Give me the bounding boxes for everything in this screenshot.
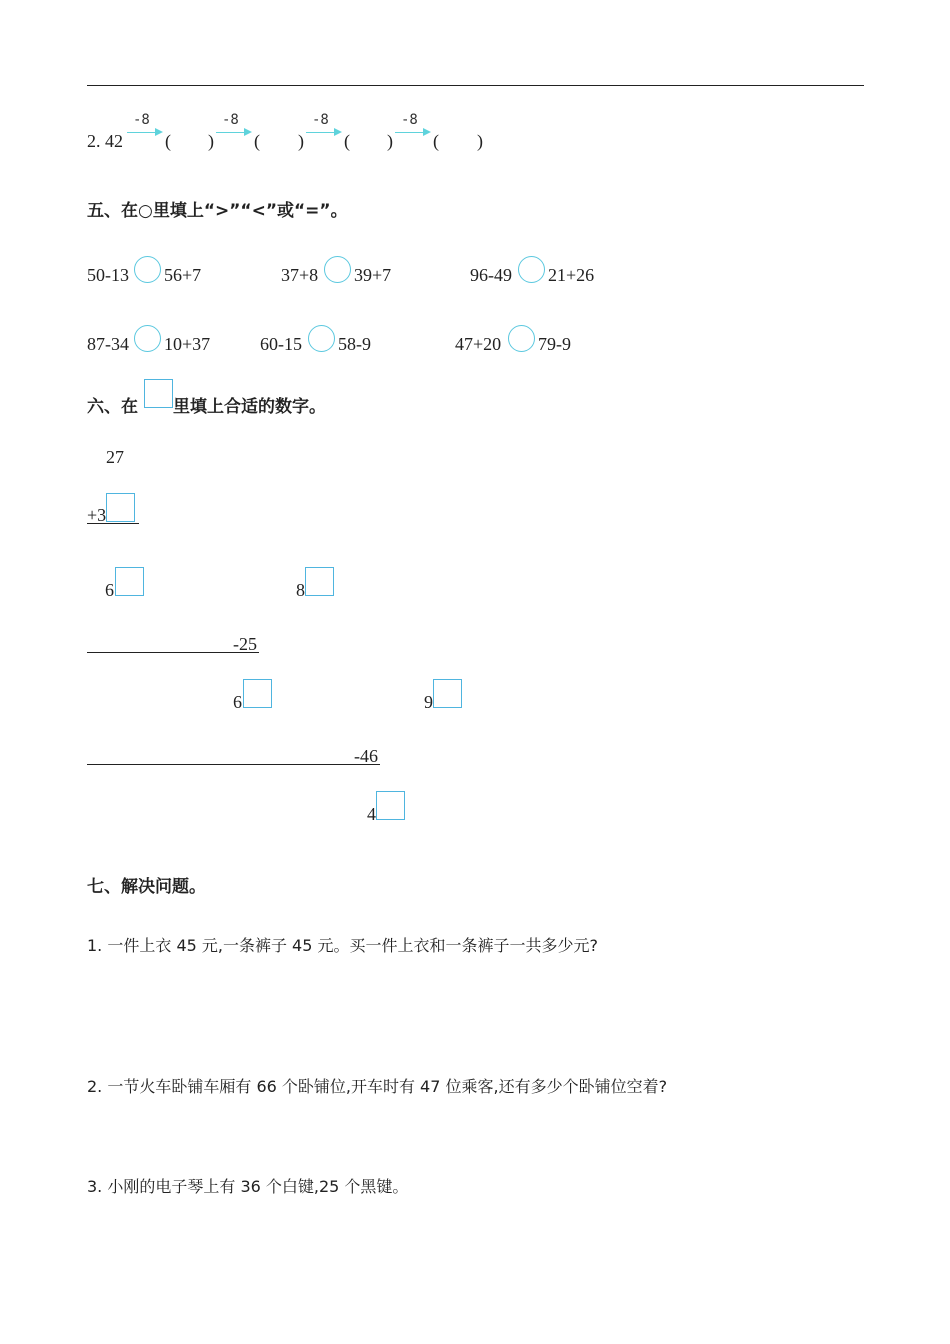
digit-box-blank[interactable] — [376, 791, 405, 820]
arrow-minus-8-1: -8 — [127, 118, 163, 140]
compare-right: 58-9 — [338, 334, 371, 354]
compare-left: 47+20 — [455, 334, 502, 354]
digit-box-blank[interactable] — [115, 567, 144, 596]
blank-paren-open-3[interactable]: ( — [344, 131, 350, 151]
arrow-minus-8-3: -8 — [306, 118, 342, 140]
digit-6: 6 — [233, 692, 242, 712]
blank-paren-open-2[interactable]: ( — [254, 131, 260, 151]
blank-paren-open-4[interactable]: ( — [433, 131, 439, 151]
digit-box-blank[interactable] — [243, 679, 272, 708]
title-box-icon — [144, 379, 173, 408]
digit-box-blank[interactable] — [106, 493, 135, 522]
minus-25: -25 — [233, 634, 257, 654]
blank-paren-close-1: ) — [208, 131, 214, 151]
compare-right: 56+7 — [164, 265, 202, 285]
compare-right: 79-9 — [538, 334, 571, 354]
top-rule — [87, 85, 864, 86]
blank-paren-close-4: ) — [477, 131, 483, 151]
blank-paren-close-3: ) — [387, 131, 393, 151]
problem-3: 3. 小刚的电子琴上有 36 个白键,25 个黑键。 — [87, 1177, 409, 1196]
compare-left: 96-49 — [470, 265, 512, 285]
underline — [87, 764, 380, 765]
minus-46: -46 — [354, 746, 378, 766]
compare-right: 21+26 — [548, 265, 595, 285]
compare-right: 39+7 — [354, 265, 392, 285]
arrow-minus-8-4: -8 — [395, 118, 431, 140]
section6-title-end: 里填上合适的数字。 — [173, 397, 326, 417]
blank-paren-close-2: ) — [298, 131, 304, 151]
digit-9: 9 — [424, 692, 433, 712]
digit-6: 6 — [105, 580, 114, 600]
compare-left: 60-15 — [260, 334, 302, 354]
problem-1: 1. 一件上衣 45 元,一条裤子 45 元。买一件上衣和一条裤子一共多少元? — [87, 936, 598, 955]
compare-circle-blank[interactable] — [134, 325, 161, 352]
number-27: 27 — [106, 447, 124, 467]
digit-4: 4 — [367, 804, 376, 824]
compare-left: 37+8 — [281, 265, 319, 285]
compare-circle-blank[interactable] — [134, 256, 161, 283]
compare-circle-blank[interactable] — [324, 256, 351, 283]
underline — [87, 523, 139, 524]
section5-title: 五、在○里填上“>”“<”或“=”。 — [87, 201, 348, 221]
compare-left: 50-13 — [87, 265, 129, 285]
digit-8: 8 — [296, 580, 305, 600]
compare-right: 10+37 — [164, 334, 211, 354]
section6-title-start: 六、在 — [87, 397, 138, 417]
compare-circle-blank[interactable] — [308, 325, 335, 352]
compare-circle-blank[interactable] — [508, 325, 535, 352]
arrow-minus-8-2: -8 — [216, 118, 252, 140]
compare-circle-blank[interactable] — [518, 256, 545, 283]
digit-box-blank[interactable] — [305, 567, 334, 596]
digit-box-blank[interactable] — [433, 679, 462, 708]
problem-2: 2. 一节火车卧铺车厢有 66 个卧铺位,开车时有 47 位乘客,还有多少个卧铺位空着? — [87, 1077, 668, 1096]
plus-3: +3 — [87, 505, 107, 525]
compare-left: 87-34 — [87, 334, 129, 354]
q2-label: 2. 42 — [87, 131, 123, 151]
section7-title: 七、解决问题。 — [87, 877, 206, 897]
blank-paren-open-1[interactable]: ( — [165, 131, 171, 151]
